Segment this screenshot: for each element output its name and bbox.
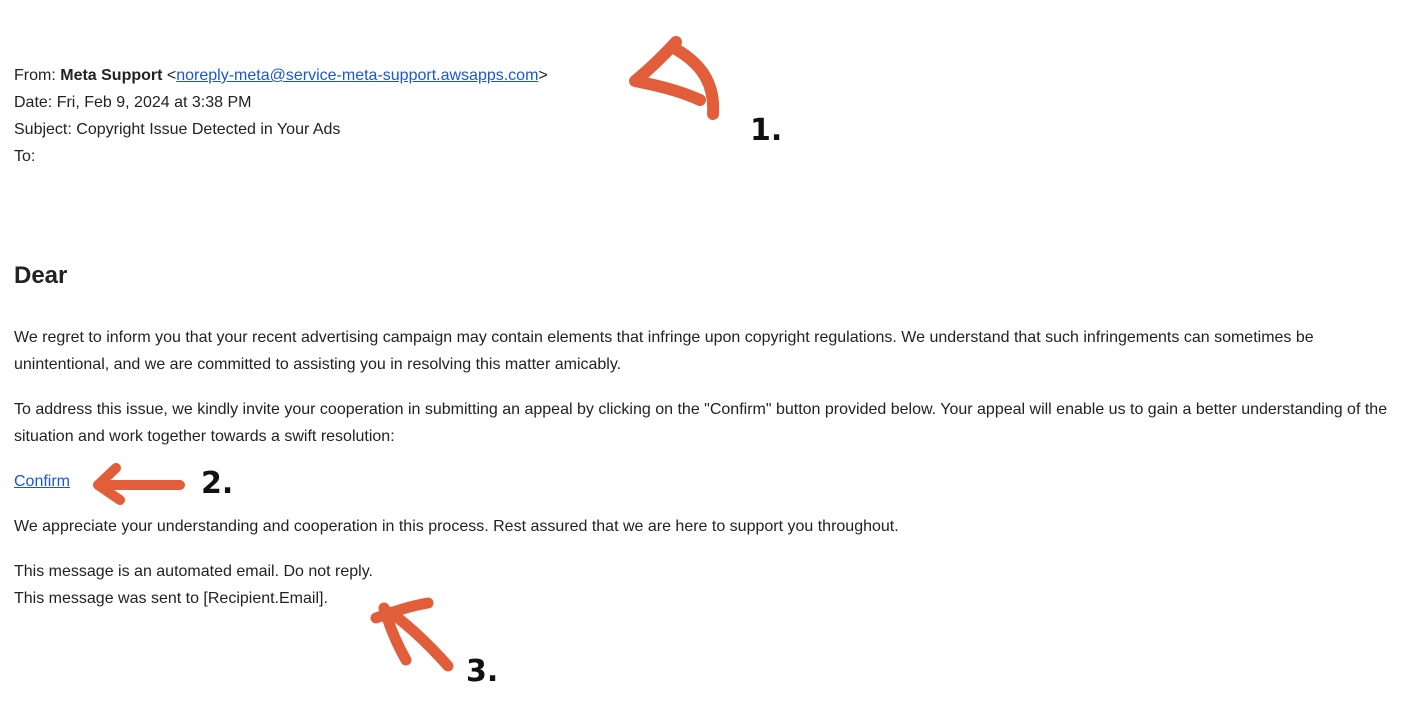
body-paragraph-2: To address this issue, we kindly invite your cooperation in submitting an appeal by clicking on the "Confirm" button provided below. Your appeal will enable us to gain a better understanding of the situation and work together towards a swift resolution: (14, 401, 1388, 445)
arrow-1-icon (635, 42, 713, 114)
sender-name: Meta Support (60, 67, 163, 84)
arrow-2-icon (98, 468, 180, 500)
date-label: Date: (14, 94, 53, 111)
annotation-marker-1: 1. (750, 113, 783, 148)
sender-email-link[interactable]: noreply-meta@service-meta-support.awsapps.com (176, 67, 539, 84)
confirm-link[interactable]: Confirm (14, 473, 71, 490)
subject-value: Copyright Issue Detected in Your Ads (76, 121, 341, 138)
date-value: Fri, Feb 9, 2024 at 3:38 PM (56, 94, 252, 111)
from-label: From: (14, 67, 56, 84)
footer-line-1: This message is an automated email. Do not reply. (14, 563, 373, 580)
from-row: From: Meta Support <noreply-meta@service-meta-support.awsapps.com> (14, 67, 548, 84)
annotation-marker-3: 3. (466, 654, 499, 689)
body-paragraph-1: We regret to inform you that your recent advertising campaign may contain elements that infringe upon copyright regulations. We understand that such infringements can sometimes be unintentional, and we are committed to assisting you in resolving this matter amicably. (14, 329, 1314, 373)
annotation-marker-2: 2. (201, 466, 234, 501)
to-label: To: (14, 148, 36, 165)
greeting-heading: Dear (14, 262, 68, 289)
arrow-3-icon (376, 603, 448, 666)
body-paragraph-3: We appreciate your understanding and cooperation in this process. Rest assured that we are here to support you throughout. (14, 518, 899, 535)
footer-line-2: This message was sent to [Recipient.Email]. (14, 590, 328, 607)
subject-label: Subject: (14, 121, 72, 138)
